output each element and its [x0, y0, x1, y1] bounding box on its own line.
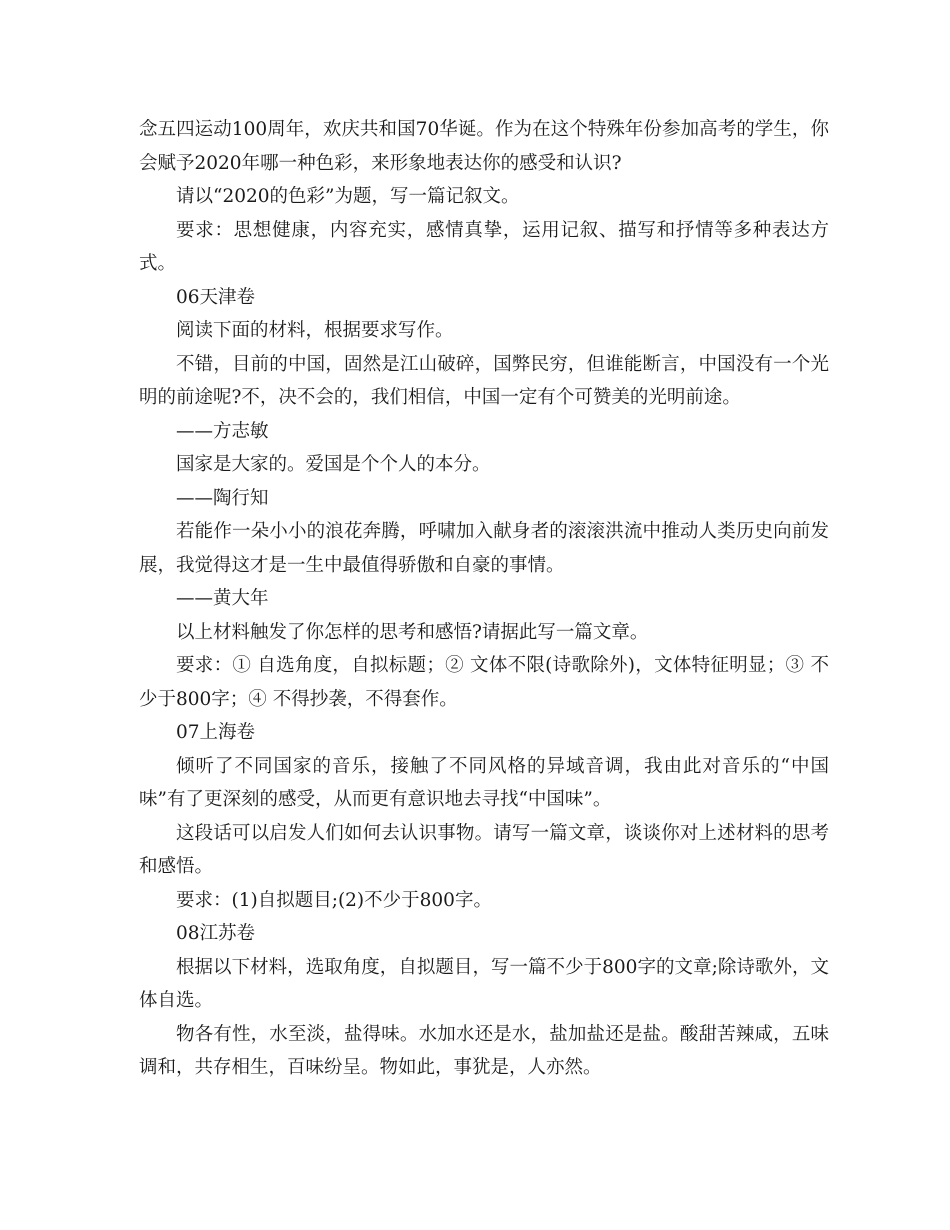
section-heading: 06天津卷 [176, 286, 256, 308]
quote-attribution: ——黄大年 [176, 588, 269, 609]
paragraph: 阅读下面的材料，根据要求写作。 [176, 320, 454, 341]
document-body [139, 113, 829, 1085]
paragraph: 请以“2020的色彩”为题，写一篇记叙文。 [176, 186, 520, 207]
paragraph: 物各有性，水至淡，盐得味。水加水还是水，盐加盐还是盐。酸甜苦辣咸，五味调和，共存相生，百味纷呈。物如此，事犹是，人亦然。 [139, 1023, 829, 1078]
quote: 若能作一朵小小的浪花奔腾，呼啸加入献身者的滚滚洪流中推动人类历史向前发展，我觉得这才是一生中最值得骄傲和自豪的事情。 [139, 521, 829, 576]
paragraph: 倾听了不同国家的音乐，接触了不同风格的异域音调，我由此对音乐的“中国味”有了更深刻的感受，从而更有意识地去寻找“中国味”。 [139, 755, 829, 810]
requirements: 要求：① 自选角度，自拟标题；② 文体不限(诗歌除外)，文体特征明显；③ 不少于800字；④ 不得抄袭，不得套作。 [139, 655, 829, 710]
paragraph: 这段话可以启发人们如何去认识事物。请写一篇文章，谈谈你对上述材料的思考和感悟。 [139, 822, 829, 877]
paragraph: 要求：思想健康，内容充实，感情真挚，运用记叙、描写和抒情等多种表达方式。 [139, 219, 829, 274]
quote-attribution: ——陶行知 [176, 487, 269, 509]
section-heading: 08江苏卷 [176, 923, 256, 944]
section-heading: 07上海卷 [176, 722, 256, 743]
quote: 国家是大家的。爱国是个个人的本分。 [176, 454, 491, 475]
paragraph: 根据以下材料，选取角度，自拟题目，写一篇不少于800字的文章;除诗歌外，文体自选。 [139, 956, 829, 1011]
quote-attribution: ——方志敏 [176, 420, 269, 442]
requirements: 要求：(1)自拟题目;(2)不少于800字。 [176, 889, 492, 911]
quote: 不错，目前的中国，固然是江山破碎，国弊民穷，但谁能断言，中国没有一个光明的前途呢?不，决不会的，我们相信，中国一定有个可赞美的光明前途。 [139, 353, 829, 408]
paragraph: 念五四运动100周年，欢庆共和国70华诞。作为在这个特殊年份参加高考的学生，你会赋予2020年哪一种色彩，来形象地表达你的感受和认识? [139, 119, 829, 174]
paragraph: 以上材料触发了你怎样的思考和感悟?请据此写一篇文章。 [176, 621, 649, 643]
